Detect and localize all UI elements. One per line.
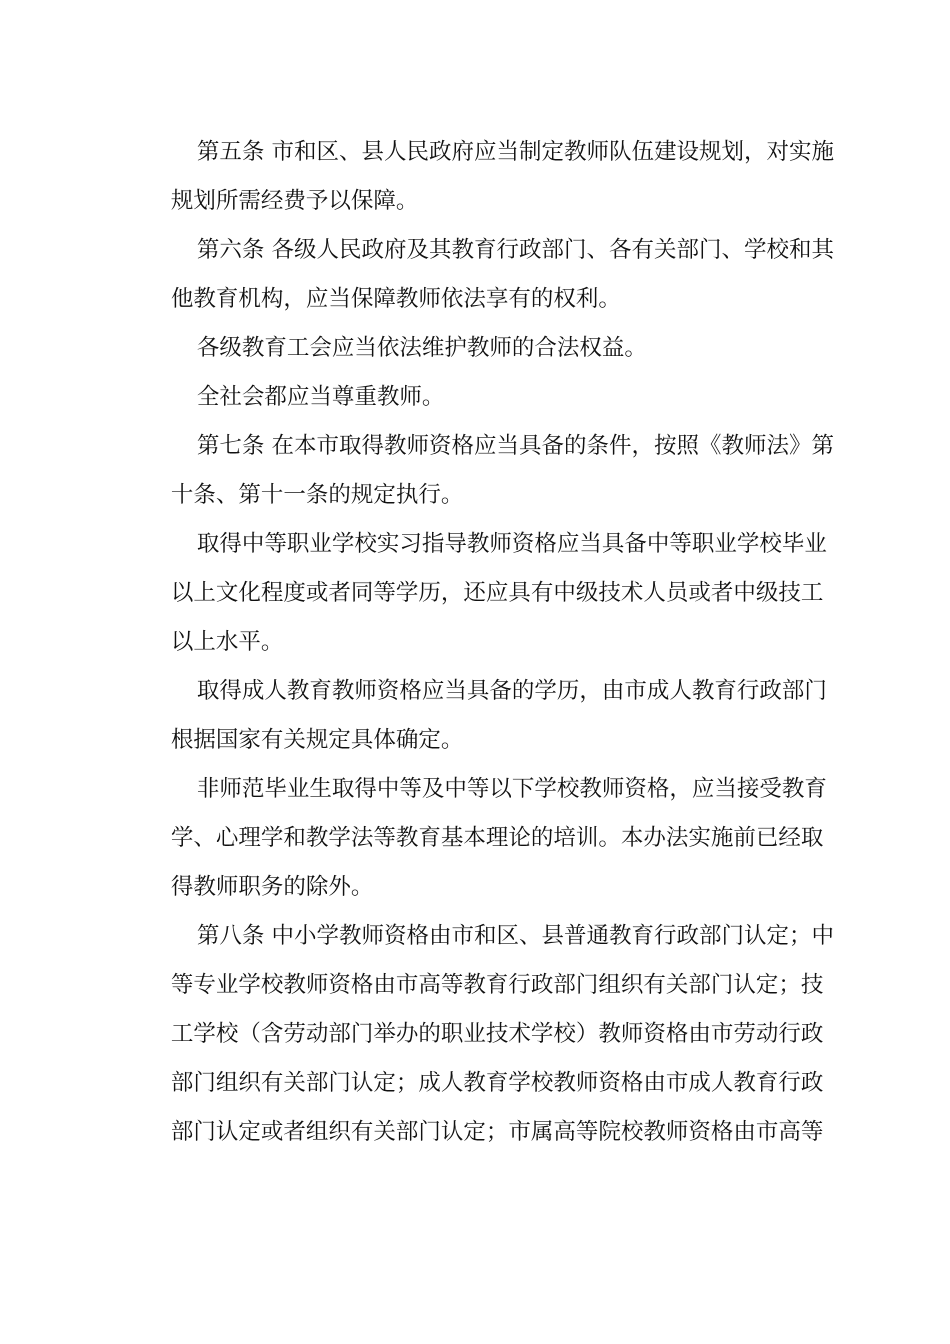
text-line: 部门组织有关部门认定；成人教育学校教师资格由市成人教育行政 bbox=[170, 1070, 824, 1096]
text-line: 得教师职务的除外。 bbox=[170, 874, 374, 900]
text-line: 十条、第十一条的规定执行。 bbox=[170, 482, 464, 508]
document-body bbox=[145, 128, 835, 1157]
paragraph-article-5 bbox=[145, 128, 835, 226]
text-line: 规划所需经费予以保障。 bbox=[170, 188, 419, 214]
text-line: 以上文化程度或者同等学历，还应具有中级技术人员或者中级技工 bbox=[170, 580, 824, 606]
paragraph-non-normal-graduates bbox=[145, 765, 827, 912]
paragraph-article-7 bbox=[145, 422, 835, 520]
paragraph-vocational bbox=[145, 520, 827, 667]
paragraph-article-6 bbox=[145, 226, 835, 324]
paragraph-respect bbox=[145, 373, 810, 422]
text-line: 第六条 各级人民政府及其教育行政部门、各有关部门、学校和其 bbox=[196, 237, 835, 263]
text-line: 等专业学校教师资格由市高等教育行政部门组织有关部门认定；技 bbox=[170, 972, 824, 998]
text-line: 根据国家有关规定具体确定。 bbox=[170, 727, 464, 753]
paragraph-adult-education bbox=[145, 667, 827, 765]
text-line: 第八条 中小学教师资格由市和区、县普通教育行政部门认定；中 bbox=[196, 923, 835, 949]
text-line: 以上水平。 bbox=[170, 629, 284, 655]
text-line: 学、心理学和教学法等教育基本理论的培训。本办法实施前已经取 bbox=[170, 825, 824, 851]
text-line: 各级教育工会应当依法维护教师的合法权益。 bbox=[196, 335, 647, 361]
text-line: 全社会都应当尊重教师。 bbox=[196, 384, 445, 410]
paragraph-union bbox=[145, 324, 810, 373]
text-line: 取得成人教育教师资格应当具备的学历，由市成人教育行政部门 bbox=[196, 678, 827, 704]
text-line: 部门认定或者组织有关部门认定；市属高等院校教师资格由市高等 bbox=[170, 1119, 824, 1145]
text-line: 第七条 在本市取得教师资格应当具备的条件，按照《教师法》第 bbox=[196, 433, 835, 459]
paragraph-article-8 bbox=[145, 912, 835, 1157]
text-line: 取得中等职业学校实习指导教师资格应当具备中等职业学校毕业 bbox=[196, 531, 827, 557]
text-line: 非师范毕业生取得中等及中等以下学校教师资格，应当接受教育 bbox=[196, 776, 827, 802]
text-line: 第五条 市和区、县人民政府应当制定教师队伍建设规划，对实施 bbox=[196, 139, 835, 165]
text-line: 他教育机构，应当保障教师依法享有的权利。 bbox=[170, 286, 621, 312]
text-line: 工学校（含劳动部门举办的职业技术学校）教师资格由市劳动行政 bbox=[170, 1021, 824, 1047]
